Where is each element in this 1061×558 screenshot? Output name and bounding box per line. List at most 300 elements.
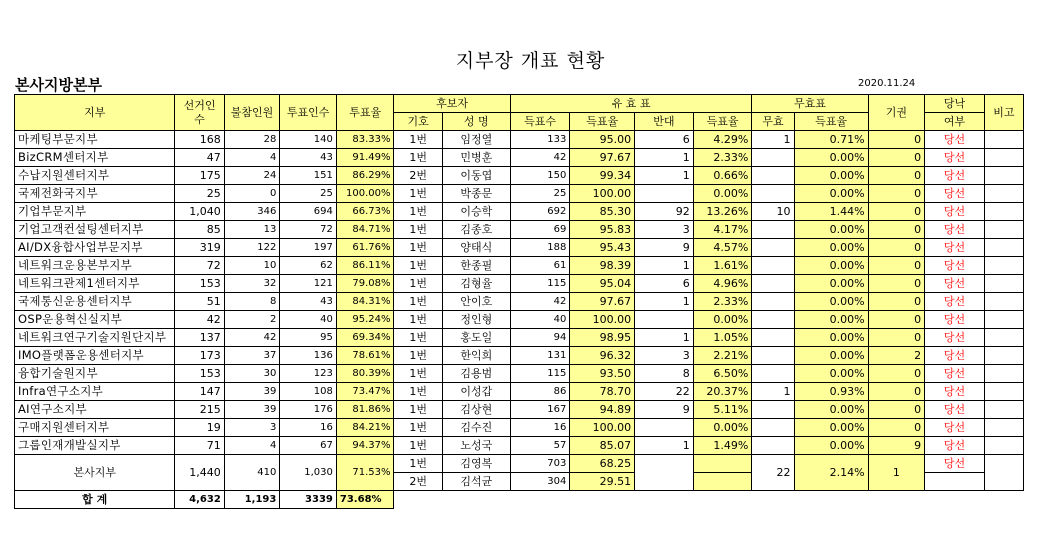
hq-voters: 1,440: [175, 455, 224, 491]
total-turnout: 73.68%: [336, 491, 394, 509]
table-row: [15, 293, 1024, 311]
cell-cand-no: 1번: [394, 437, 442, 455]
cell-absent: 346: [224, 203, 280, 221]
cell-valid-count: 188: [510, 239, 570, 257]
header-candidate: 후보자: [394, 95, 510, 113]
cell-note: [984, 149, 1023, 167]
cell-abstain: 0: [868, 383, 925, 401]
cell-note: [984, 131, 1023, 149]
cell-branch-name: 마케팅부문지부: [15, 131, 175, 149]
cell-against: 9: [635, 239, 694, 257]
cell-against-rate: 0.00%: [693, 311, 752, 329]
cell-against-rate: 4.57%: [693, 239, 752, 257]
cell-invalid-rate: 0.00%: [794, 347, 868, 365]
cell-result: 당선: [925, 293, 985, 311]
cell-valid-count: 115: [510, 275, 570, 293]
cell-valid-rate: 97.67: [570, 293, 635, 311]
cell-turnout: 81.86%: [336, 401, 394, 419]
report-date: 2020.11.24: [858, 78, 916, 89]
hq-turnout: 71.53%: [336, 455, 394, 491]
hq-cand1-rate: 68.25: [570, 455, 635, 473]
hq-cand1-no: 1번: [394, 455, 442, 473]
cell-cand-name: 김상현: [442, 401, 510, 419]
cell-abstain: 2: [868, 347, 925, 365]
cell-cand-name: 민병훈: [442, 149, 510, 167]
cell-voted: 176: [280, 401, 337, 419]
cell-invalid-rate: 0.00%: [794, 221, 868, 239]
cell-absent: 32: [224, 275, 280, 293]
cell-cand-name: 홍도일: [442, 329, 510, 347]
cell-abstain: 0: [868, 203, 925, 221]
cell-result: 당선: [925, 149, 985, 167]
cell-cand-name: 이동엽: [442, 167, 510, 185]
total-voters: 4,632: [175, 491, 224, 509]
cell-valid-count: 115: [510, 365, 570, 383]
cell-voters: 147: [175, 383, 224, 401]
cell-result: 당선: [925, 239, 985, 257]
cell-invalid-rate: 0.93%: [794, 383, 868, 401]
cell-against-rate: 2.33%: [693, 149, 752, 167]
cell-branch-name: 네트워크연구기술지원단지부: [15, 329, 175, 347]
cell-abstain: 0: [868, 275, 925, 293]
cell-invalid-count: [752, 149, 794, 167]
cell-against-rate: 2.33%: [693, 293, 752, 311]
cell-absent: 0: [224, 185, 280, 203]
cell-cand-no: 1번: [394, 257, 442, 275]
cell-absent: 24: [224, 167, 280, 185]
cell-turnout: 84.31%: [336, 293, 394, 311]
table-body: [15, 131, 1024, 509]
cell-branch-name: 기업부문지부: [15, 203, 175, 221]
cell-absent: 10: [224, 257, 280, 275]
cell-voted: 197: [280, 239, 337, 257]
cell-abstain: 9: [868, 437, 925, 455]
cell-against: 22: [635, 383, 694, 401]
header-cand-name: 성 명: [442, 113, 510, 131]
cell-invalid-count: [752, 221, 794, 239]
cell-voted: 67: [280, 437, 337, 455]
table-row: [15, 257, 1024, 275]
cell-invalid-rate: 0.00%: [794, 419, 868, 437]
cell-cand-no: 1번: [394, 347, 442, 365]
cell-cand-name: 김용범: [442, 365, 510, 383]
cell-cand-name: 노성국: [442, 437, 510, 455]
hq-against-rate-1: [693, 455, 752, 473]
hq-result: 당선: [925, 455, 985, 473]
cell-turnout: 84.21%: [336, 419, 394, 437]
cell-valid-rate: 99.34: [570, 167, 635, 185]
cell-invalid-count: [752, 275, 794, 293]
cell-valid-count: 16: [510, 419, 570, 437]
cell-against: 6: [635, 275, 694, 293]
cell-note: [984, 437, 1023, 455]
header-valid-count: 득표수: [510, 113, 570, 131]
table-row: [15, 167, 1024, 185]
cell-absent: 122: [224, 239, 280, 257]
cell-voted: 95: [280, 329, 337, 347]
cell-invalid-count: [752, 347, 794, 365]
cell-note: [984, 257, 1023, 275]
cell-result: 당선: [925, 257, 985, 275]
cell-against: 1: [635, 437, 694, 455]
cell-note: [984, 239, 1023, 257]
table-row: [15, 437, 1024, 455]
cell-valid-count: 42: [510, 293, 570, 311]
cell-result: 당선: [925, 311, 985, 329]
cell-result: 당선: [925, 329, 985, 347]
cell-branch-name: BizCRM센터지부: [15, 149, 175, 167]
cell-abstain: 0: [868, 239, 925, 257]
cell-valid-count: 69: [510, 221, 570, 239]
cell-invalid-count: [752, 257, 794, 275]
cell-result: 당선: [925, 401, 985, 419]
hq-cand1-valid: 703: [510, 455, 570, 473]
cell-invalid-count: [752, 311, 794, 329]
cell-against-rate: 0.00%: [693, 185, 752, 203]
header-elected-sub: 여부: [925, 113, 985, 131]
header-abstain: 기권: [868, 95, 925, 131]
cell-absent: 3: [224, 419, 280, 437]
header-invalid-count: 무효: [752, 113, 794, 131]
cell-turnout: 80.39%: [336, 365, 394, 383]
cell-invalid-rate: 0.00%: [794, 185, 868, 203]
hq-cand2-name: 김석균: [442, 473, 510, 491]
cell-voters: 72: [175, 257, 224, 275]
cell-cand-no: 1번: [394, 185, 442, 203]
cell-valid-count: 57: [510, 437, 570, 455]
cell-invalid-count: [752, 365, 794, 383]
cell-voted: 694: [280, 203, 337, 221]
cell-branch-name: 수납지원센터지부: [15, 167, 175, 185]
cell-cand-name: 김수진: [442, 419, 510, 437]
cell-note: [984, 203, 1023, 221]
hq-cand2-valid: 304: [510, 473, 570, 491]
header-note: 비고: [984, 95, 1023, 131]
cell-against-rate: 1.05%: [693, 329, 752, 347]
cell-result: 당선: [925, 419, 985, 437]
cell-voters: 168: [175, 131, 224, 149]
cell-valid-count: 61: [510, 257, 570, 275]
cell-abstain: 0: [868, 131, 925, 149]
cell-cand-name: 양태식: [442, 239, 510, 257]
header-voted: 투표인수: [280, 95, 337, 131]
cell-turnout: 79.08%: [336, 275, 394, 293]
table-row: [15, 365, 1024, 383]
cell-note: [984, 401, 1023, 419]
header-branch: 지부: [15, 95, 175, 131]
cell-cand-name: 김형율: [442, 275, 510, 293]
cell-branch-name: 네트워크운용본부지부: [15, 257, 175, 275]
cell-cand-no: 1번: [394, 275, 442, 293]
cell-result: 당선: [925, 275, 985, 293]
header-invalid-rate: 득표율: [794, 113, 868, 131]
cell-voted: 151: [280, 167, 337, 185]
cell-cand-no: 1번: [394, 131, 442, 149]
cell-valid-count: 131: [510, 347, 570, 365]
cell-valid-count: 86: [510, 383, 570, 401]
cell-invalid-count: [752, 401, 794, 419]
hq-cand2-rate: 29.51: [570, 473, 635, 491]
cell-voters: 137: [175, 329, 224, 347]
cell-against-rate: 6.50%: [693, 365, 752, 383]
cell-turnout: 86.29%: [336, 167, 394, 185]
hq-invalid: 22: [752, 455, 794, 491]
cell-invalid-rate: 0.00%: [794, 275, 868, 293]
cell-invalid-count: 1: [752, 131, 794, 149]
cell-cand-name: 임정열: [442, 131, 510, 149]
cell-valid-rate: 85.30: [570, 203, 635, 221]
cell-note: [984, 275, 1023, 293]
cell-cand-no: 1번: [394, 401, 442, 419]
cell-note: [984, 293, 1023, 311]
cell-voted: 25: [280, 185, 337, 203]
cell-valid-rate: 85.07: [570, 437, 635, 455]
cell-invalid-rate: 0.00%: [794, 401, 868, 419]
cell-turnout: 95.24%: [336, 311, 394, 329]
cell-voters: 19: [175, 419, 224, 437]
cell-valid-rate: 95.00: [570, 131, 635, 149]
cell-turnout: 61.76%: [336, 239, 394, 257]
cell-absent: 2: [224, 311, 280, 329]
cell-against-rate: 1.49%: [693, 437, 752, 455]
section-subtitle: 본사지방본부: [15, 76, 102, 94]
hq-against: [635, 455, 694, 491]
cell-abstain: 0: [868, 419, 925, 437]
cell-result: 당선: [925, 221, 985, 239]
cell-invalid-count: [752, 419, 794, 437]
cell-turnout: 83.33%: [336, 131, 394, 149]
cell-note: [984, 311, 1023, 329]
cell-voters: 319: [175, 239, 224, 257]
hq-voted: 1,030: [280, 455, 337, 491]
cell-voters: 25: [175, 185, 224, 203]
cell-invalid-rate: 0.00%: [794, 149, 868, 167]
results-table: [14, 94, 1024, 509]
cell-against: 1: [635, 293, 694, 311]
cell-voted: 108: [280, 383, 337, 401]
cell-invalid-rate: 0.00%: [794, 239, 868, 257]
cell-voted: 62: [280, 257, 337, 275]
cell-against: [635, 419, 694, 437]
total-row: [15, 491, 1024, 509]
cell-cand-name: 정인형: [442, 311, 510, 329]
table-row: [15, 131, 1024, 149]
cell-invalid-rate: 0.71%: [794, 131, 868, 149]
cell-against-rate: 2.21%: [693, 347, 752, 365]
cell-voted: 72: [280, 221, 337, 239]
cell-cand-name: 박종문: [442, 185, 510, 203]
cell-cand-no: 1번: [394, 383, 442, 401]
cell-valid-count: 40: [510, 311, 570, 329]
cell-against: 6: [635, 131, 694, 149]
header-voters: 선거인수: [175, 95, 224, 131]
cell-voters: 51: [175, 293, 224, 311]
cell-result: 당선: [925, 131, 985, 149]
cell-against: 8: [635, 365, 694, 383]
cell-valid-count: 167: [510, 401, 570, 419]
cell-voted: 40: [280, 311, 337, 329]
cell-absent: 8: [224, 293, 280, 311]
cell-valid-count: 133: [510, 131, 570, 149]
cell-absent: 28: [224, 131, 280, 149]
cell-against: 1: [635, 167, 694, 185]
cell-invalid-rate: 0.00%: [794, 311, 868, 329]
cell-branch-name: 기업고객컨설팅센터지부: [15, 221, 175, 239]
cell-invalid-count: [752, 293, 794, 311]
cell-invalid-rate: 0.00%: [794, 257, 868, 275]
cell-absent: 42: [224, 329, 280, 347]
cell-voters: 215: [175, 401, 224, 419]
cell-result: 당선: [925, 347, 985, 365]
cell-cand-name: 안이호: [442, 293, 510, 311]
cell-cand-no: 1번: [394, 203, 442, 221]
cell-against-rate: 4.29%: [693, 131, 752, 149]
cell-cand-no: 1번: [394, 293, 442, 311]
cell-turnout: 84.71%: [336, 221, 394, 239]
table-row: [15, 149, 1024, 167]
cell-cand-name: 김종호: [442, 221, 510, 239]
cell-against: 3: [635, 347, 694, 365]
cell-result: 당선: [925, 185, 985, 203]
cell-invalid-rate: 0.00%: [794, 329, 868, 347]
cell-valid-count: 692: [510, 203, 570, 221]
cell-branch-name: 구매지원센터지부: [15, 419, 175, 437]
cell-voters: 47: [175, 149, 224, 167]
cell-note: [984, 365, 1023, 383]
cell-invalid-rate: 0.00%: [794, 167, 868, 185]
cell-branch-name: 그룹인재개발실지부: [15, 437, 175, 455]
cell-cand-no: 1번: [394, 149, 442, 167]
cell-invalid-rate: 0.00%: [794, 437, 868, 455]
cell-cand-no: 1번: [394, 311, 442, 329]
cell-branch-name: IMO플랫폼운용센터지부: [15, 347, 175, 365]
header-cand-no: 기호: [394, 113, 442, 131]
cell-against: 92: [635, 203, 694, 221]
hq-against-rate-2: [693, 473, 752, 491]
cell-against-rate: 0.00%: [693, 419, 752, 437]
table-header: [15, 95, 1024, 131]
cell-valid-rate: 96.32: [570, 347, 635, 365]
cell-absent: 39: [224, 401, 280, 419]
cell-turnout: 100.00%: [336, 185, 394, 203]
cell-turnout: 86.11%: [336, 257, 394, 275]
cell-against: 1: [635, 257, 694, 275]
cell-against: [635, 185, 694, 203]
cell-voters: 42: [175, 311, 224, 329]
cell-result: 당선: [925, 437, 985, 455]
cell-cand-no: 1번: [394, 221, 442, 239]
cell-invalid-count: [752, 239, 794, 257]
cell-cand-name: 이성갑: [442, 383, 510, 401]
cell-valid-rate: 100.00: [570, 311, 635, 329]
cell-turnout: 78.61%: [336, 347, 394, 365]
cell-against-rate: 0.66%: [693, 167, 752, 185]
cell-valid-rate: 97.67: [570, 149, 635, 167]
cell-invalid-rate: 1.44%: [794, 203, 868, 221]
cell-against-rate: 13.26%: [693, 203, 752, 221]
cell-invalid-count: [752, 437, 794, 455]
cell-cand-name: 한종필: [442, 257, 510, 275]
cell-note: [984, 221, 1023, 239]
header-elected: 당낙: [925, 95, 985, 113]
table-row: [15, 203, 1024, 221]
table-row: [15, 383, 1024, 401]
cell-against-rate: 5.11%: [693, 401, 752, 419]
cell-turnout: 73.47%: [336, 383, 394, 401]
cell-abstain: 0: [868, 167, 925, 185]
cell-branch-name: 융합기술원지부: [15, 365, 175, 383]
cell-branch-name: OSP운용혁신실지부: [15, 311, 175, 329]
cell-abstain: 0: [868, 293, 925, 311]
cell-voted: 16: [280, 419, 337, 437]
header-valid: 유 효 표: [510, 95, 752, 113]
cell-valid-rate: 98.39: [570, 257, 635, 275]
cell-voters: 175: [175, 167, 224, 185]
cell-abstain: 0: [868, 149, 925, 167]
cell-voted: 43: [280, 149, 337, 167]
cell-valid-rate: 78.70: [570, 383, 635, 401]
cell-against: 9: [635, 401, 694, 419]
total-absent: 1,193: [224, 491, 280, 509]
cell-invalid-rate: 0.00%: [794, 293, 868, 311]
cell-invalid-count: 10: [752, 203, 794, 221]
cell-against: 3: [635, 221, 694, 239]
table-row: [15, 419, 1024, 437]
hq-branch: 본사지부: [15, 455, 175, 491]
cell-cand-no: 2번: [394, 167, 442, 185]
cell-valid-rate: 93.50: [570, 365, 635, 383]
cell-note: [984, 185, 1023, 203]
hq-note: [984, 455, 1023, 491]
cell-cand-no: 1번: [394, 419, 442, 437]
cell-valid-count: 42: [510, 149, 570, 167]
cell-note: [984, 419, 1023, 437]
cell-result: 당선: [925, 365, 985, 383]
table-row: [15, 347, 1024, 365]
hq-abstain: 1: [868, 455, 925, 491]
cell-against-rate: 20.37%: [693, 383, 752, 401]
table-row: [15, 185, 1024, 203]
cell-cand-no: 1번: [394, 329, 442, 347]
cell-abstain: 0: [868, 185, 925, 203]
cell-against: 1: [635, 149, 694, 167]
cell-voters: 153: [175, 275, 224, 293]
cell-voters: 1,040: [175, 203, 224, 221]
cell-turnout: 66.73%: [336, 203, 394, 221]
cell-against: 1: [635, 329, 694, 347]
hq-cand2-no: 2번: [394, 473, 442, 491]
cell-turnout: 91.49%: [336, 149, 394, 167]
cell-valid-rate: 100.00: [570, 419, 635, 437]
cell-voted: 121: [280, 275, 337, 293]
cell-voted: 136: [280, 347, 337, 365]
cell-absent: 13: [224, 221, 280, 239]
cell-cand-no: 1번: [394, 365, 442, 383]
hq-cand1-name: 김영복: [442, 455, 510, 473]
cell-abstain: 0: [868, 401, 925, 419]
table-row: [15, 239, 1024, 257]
cell-note: [984, 167, 1023, 185]
cell-valid-rate: 94.89: [570, 401, 635, 419]
cell-turnout: 94.37%: [336, 437, 394, 455]
cell-valid-rate: 95.43: [570, 239, 635, 257]
cell-valid-rate: 95.83: [570, 221, 635, 239]
cell-abstain: 0: [868, 311, 925, 329]
cell-abstain: 0: [868, 257, 925, 275]
cell-turnout: 69.34%: [336, 329, 394, 347]
total-voted: 3339: [280, 491, 337, 509]
cell-invalid-count: [752, 185, 794, 203]
